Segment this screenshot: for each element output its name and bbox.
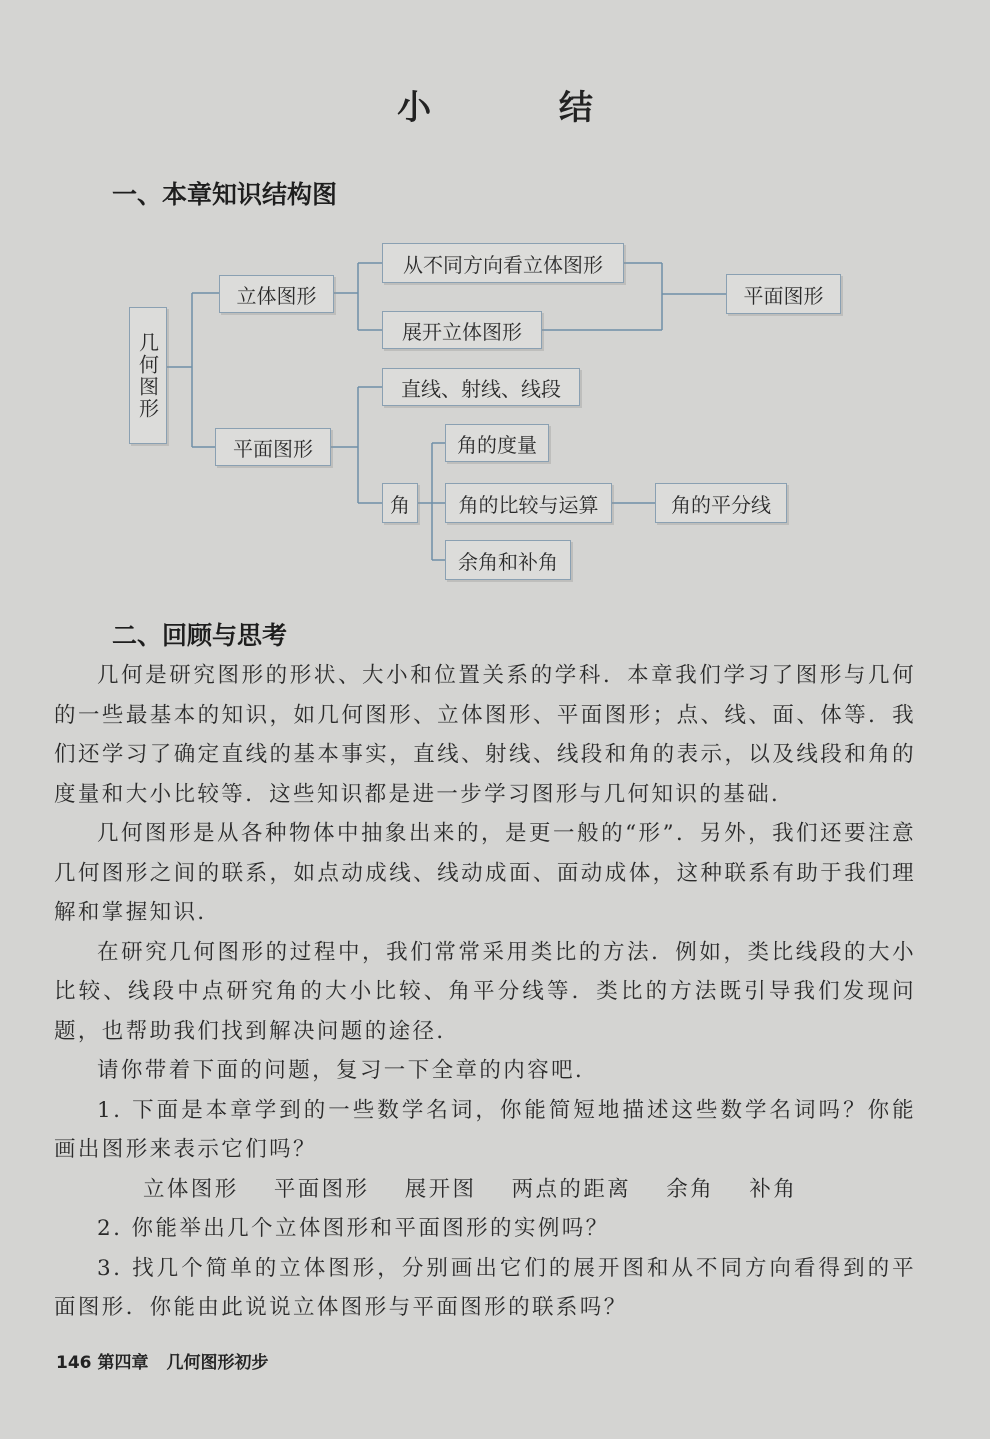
page-footer [56,1348,269,1373]
term: 平面图形 [273,1176,370,1202]
node-root: 几何图形 [129,307,167,444]
term-list [54,1170,916,1210]
chapter-name: 几何图形初步 [166,1353,269,1373]
paragraph: 在研究几何图形的过程中，我们常常采用类比的方法．例如，类比线段的大小比较、线段中点研究角的大小比较、角平分线等．类比的方法既引导我们发现问题，也帮助我们找到解决问题的途径． [54,939,916,1044]
term: 补角 [749,1176,798,1202]
node-plane-figure: 平面图形 [215,428,331,466]
node-plane-result: 平面图形 [726,274,841,314]
node-view-from-directions: 从不同方向看立体图形 [382,243,624,283]
node-angle: 角 [382,483,418,523]
node-complementary: 余角和补角 [445,540,571,580]
review-body [54,656,916,1328]
term: 展开图 [404,1176,477,1202]
node-angle-compare: 角的比较与运算 [445,483,612,523]
node-angle-bisector: 角的平分线 [655,483,787,523]
section-heading-review: 二、回顾与思考 [112,621,288,650]
section-heading-structure: 一、本章知识结构图 [112,180,338,209]
node-solid-figure: 立体图形 [219,275,334,313]
term: 余角 [666,1176,715,1202]
chapter-label: 第四章 [97,1353,149,1373]
term: 两点的距离 [511,1176,632,1202]
node-angle-measure: 角的度量 [445,424,549,462]
paragraph: 几何是研究图形的形状、大小和位置关系的学科．本章我们学习了图形与几何的一些最基本的知识，如几何图形、立体图形、平面图形；点、线、面、体等．我们还学习了确定直线的基本事实，直线、射线、线段和角的表示，以及线段和角的度量和大小比较等．这些知识都是进一步学习图形与几何知识的基础． [54,663,916,807]
paragraph: 几何图形是从各种物体中抽象出来的，是更一般的“形”．另外，我们还要注意几何图形之间的联系，如点动成线、线动成面、面动成体，这种联系有助于我们理解和掌握知识． [54,821,916,925]
question-1: 1. 下面是本章学到的一些数学名词，你能简短地描述这些数学名词吗？你能画出图形来表示它们吗？ [54,1097,916,1162]
page-number: 146 [56,1353,92,1373]
term: 立体图形 [143,1176,239,1202]
node-unfold-solid: 展开立体图形 [382,311,542,349]
node-lines: 直线、射线、线段 [382,368,580,406]
paragraph: 请你带着下面的问题，复习一下全章的内容吧． [97,1058,599,1083]
question-2: 2. 你能举出几个立体图形和平面图形的实例吗？ [97,1216,610,1241]
question-3: 3. 找几个简单的立体图形，分别画出它们的展开图和从不同方向看得到的平面图形．你能由此说说立体图形与平面图形的联系吗？ [54,1255,916,1320]
page-title: 小 结 [397,88,651,128]
